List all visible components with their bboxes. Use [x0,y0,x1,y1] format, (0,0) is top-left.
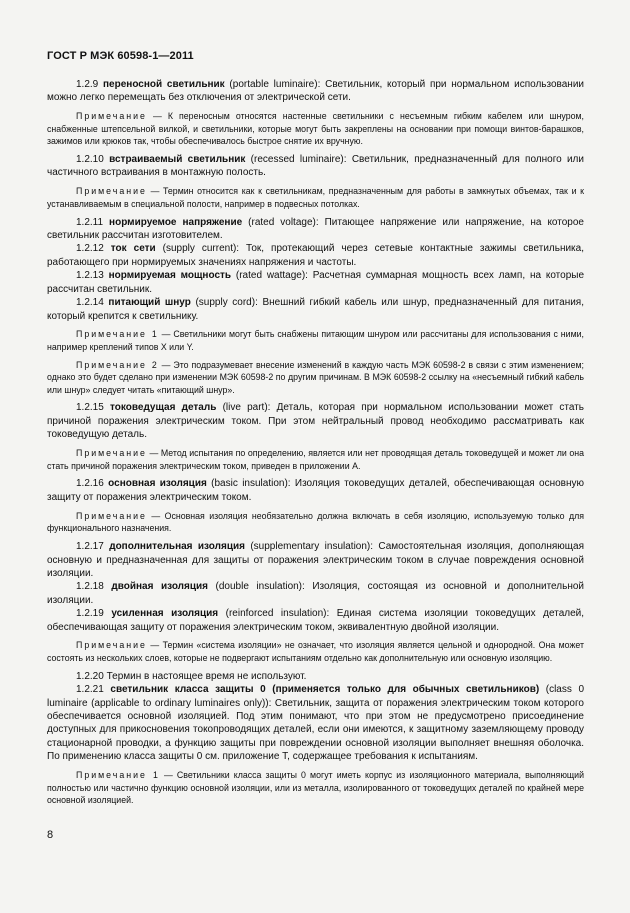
term-definition [47,540,584,580]
term-definition [47,242,584,269]
page-number: 8 [47,829,54,841]
clause-number: 1.2.20 [76,670,104,682]
term-name: двойная изоляция [111,581,208,593]
paragraph-text: — Основная изоляция необязательно должна включать в себя изоляцию, используемую только для функционального назначения. [47,510,584,534]
term-definition [47,216,584,243]
note-label: Примечание [76,640,147,651]
clause-number: 1.2.13 [76,270,104,282]
term-name: нормируемая мощность [108,270,232,282]
note-label: Примечание [76,448,147,459]
clause-number: 1.2.18 [76,581,104,593]
paragraph-text: (double insulation): Изоляция, состоящая из основной и дополнительной изоляции. [47,581,584,606]
note-paragraph [47,185,584,210]
term-name: дополнительная изоляция [109,541,245,553]
clause-number: 1.2.11 [76,216,104,228]
paragraph-text: (class 0 luminaire (applicable to ordinary luminaires only)): Светильник, защита от поражения электрическим током которого обеспечивается основной изоляцией. Под этим понимают, что при этом не предусмотрено присоединение доступных для прикосновения токопроводящих деталей, если они имеются, к защитному заземляющему проводу стационарной проводки, а функцию защиты при повреждении основной изоляции выполняет внешняя оболочка. По применению класса защиты 0 см. приложение Т, содержащее требования к испытаниям. [47,684,585,763]
term-definition [47,401,584,441]
term-definition [47,78,584,105]
paragraph-text: — Метод испытания по определению, является или нет проводящая деталь токоведущей и может ли она стать причиной поражения электрическим током, приведен в приложении А. [47,448,584,471]
paragraph-text: — Светильники могут быть снабжены питающим шнуром или рассчитаны для использования с ними, например креплений типов X или Y. [47,329,584,352]
paragraph-text: (portable luminaire): Светильник, который при нормальном использовании можно легко перемещать без отключения от электрической сети. [47,79,584,104]
term-definition [47,580,584,607]
paragraph-text: (rated wattage): Расчетная суммарная мощность всех ламп, на которые рассчитан светильник. [47,270,585,295]
term-definition [47,607,584,634]
term-name: нормируемое напряжение [109,216,243,228]
paragraph-text: — К переносным относятся настенные светильники с несъемным гибким кабелем или шнуром, снабженные штепсельной вилкой, и светильники, которые могут быть закреплены на основании при помощи винтов-барашков, зажимов или крюков так, чтобы обеспечивалось быстрое снятие их вручную. [47,111,584,147]
paragraph-text: (live part): Деталь, которая при нормальном использовании может стать причиной поражения электрическим током. При этом нейтральный провод необходимо рассматривать как токоведущую деталь. [47,402,585,441]
clause-number: 1.2.10 [76,154,104,166]
term-name: питающий шнур [108,297,191,309]
paragraph-text: (supply cord): Внешний гибкий кабель или шнур, предназначенный для питания, который крепится к светильнику. [47,297,585,322]
term-name: усиленная изоляция [111,608,219,620]
term-name: встраиваемый светильник [109,154,246,166]
note-paragraph [47,639,584,664]
document-body [47,78,584,806]
paragraph-text: (rated voltage): Питающее напряжение или напряжение, на которое светильник рассчитан изготовителем. [47,216,584,242]
note-paragraph [47,110,584,147]
standard-header: ГОСТ Р МЭК 60598-1—2011 [47,50,194,62]
paragraph-text: — Светильники класса защиты 0 могут иметь корпус из изоляционного материала, выполняющий полностью или частично функцию основной изоляции, или из металла, изолированного от токоведущих деталей по крайней мере основной изоляцией. [47,770,584,805]
paragraph-text: (recessed luminaire): Светильник, предназначенный для полного или частичного встраивания в монтажную полость. [47,154,584,179]
note-label: Примечание 1 [76,329,159,340]
term-name: светильник класса защиты 0 (применяется только для обычных светильников) [110,684,540,696]
paragraph-text: — Термин относится как к светильникам, предназначенным для работы в замкнутых объемах, так и к устанавливаемым в специальной полости, например в подвесных потолках. [47,186,584,209]
note-paragraph [47,328,584,353]
note-paragraph [47,447,584,472]
clause-number: 1.2.12 [76,243,104,255]
term-definition [47,153,584,180]
term-definition [47,477,584,504]
clause-number: 1.2.19 [76,608,104,620]
paragraph-text: Термин в настоящее время не используют. [106,670,307,682]
note-label: Примечание 2 [76,359,159,370]
term-name: токоведущая деталь [110,402,217,414]
paragraph-text: (basic insulation): Изоляция токоведущих деталей, обеспечивающая основную защиту от поражения электрическим током. [47,478,584,503]
clause-number: 1.2.15 [76,402,104,414]
note-label: Примечание [76,510,147,521]
clause-number: 1.2.21 [76,684,104,696]
paragraph-text: — Термин «система изоляции» не означает, что изоляция является цельной и однородной. Она может состоять из нескольких слоев, которые не подвергают испытаниям отдельно как дополнительную или основную изоляцию. [47,640,584,663]
paragraph-text: (supplementary insulation): Самостоятельная изоляция, дополняющая основную и предназначенная для защиты от поражения электрическим током в случае повреждения основной изоляции. [47,541,584,579]
term-name: переносной светильник [103,79,225,90]
note-label: Примечание [76,186,147,197]
clause-number: 1.2.16 [76,478,104,490]
clause-number: 1.2.9 [76,79,99,90]
paragraph-text: — Это подразумевает внесение изменений в каждую часть МЭК 60598-2 в связи с этим изменением; однако это будет сделано при изменении МЭК 60598-2 по другим причинам. В МЭК 60598-2 ссылку на «несъемный гибкий кабель или шнур» следует читать «питающий шнур». [47,359,584,395]
note-paragraph [47,510,584,535]
term-name: основная изоляция [108,478,207,490]
term-definition [47,296,584,323]
term-definition [47,683,584,763]
paragraph-text: (reinforced insulation): Единая система изоляции токоведущих деталей, обеспечивающая защиту от поражения электрическим током, эквивалентную двойной изоляции. [47,608,585,633]
term-definition [47,269,584,296]
paragraph-text: (supply current): Ток, протекающий через сетевые контактные зажимы светильника, работающего при нормируемых значениях напряжения и частоты. [47,243,584,268]
note-paragraph [47,769,584,806]
term-name: ток сети [110,243,156,255]
note-paragraph [47,359,584,396]
note-label: Примечание 1 [76,770,160,781]
note-label: Примечание [76,111,147,122]
clause-number: 1.2.17 [76,541,104,553]
clause-number: 1.2.14 [76,297,104,309]
term-definition [47,670,584,683]
